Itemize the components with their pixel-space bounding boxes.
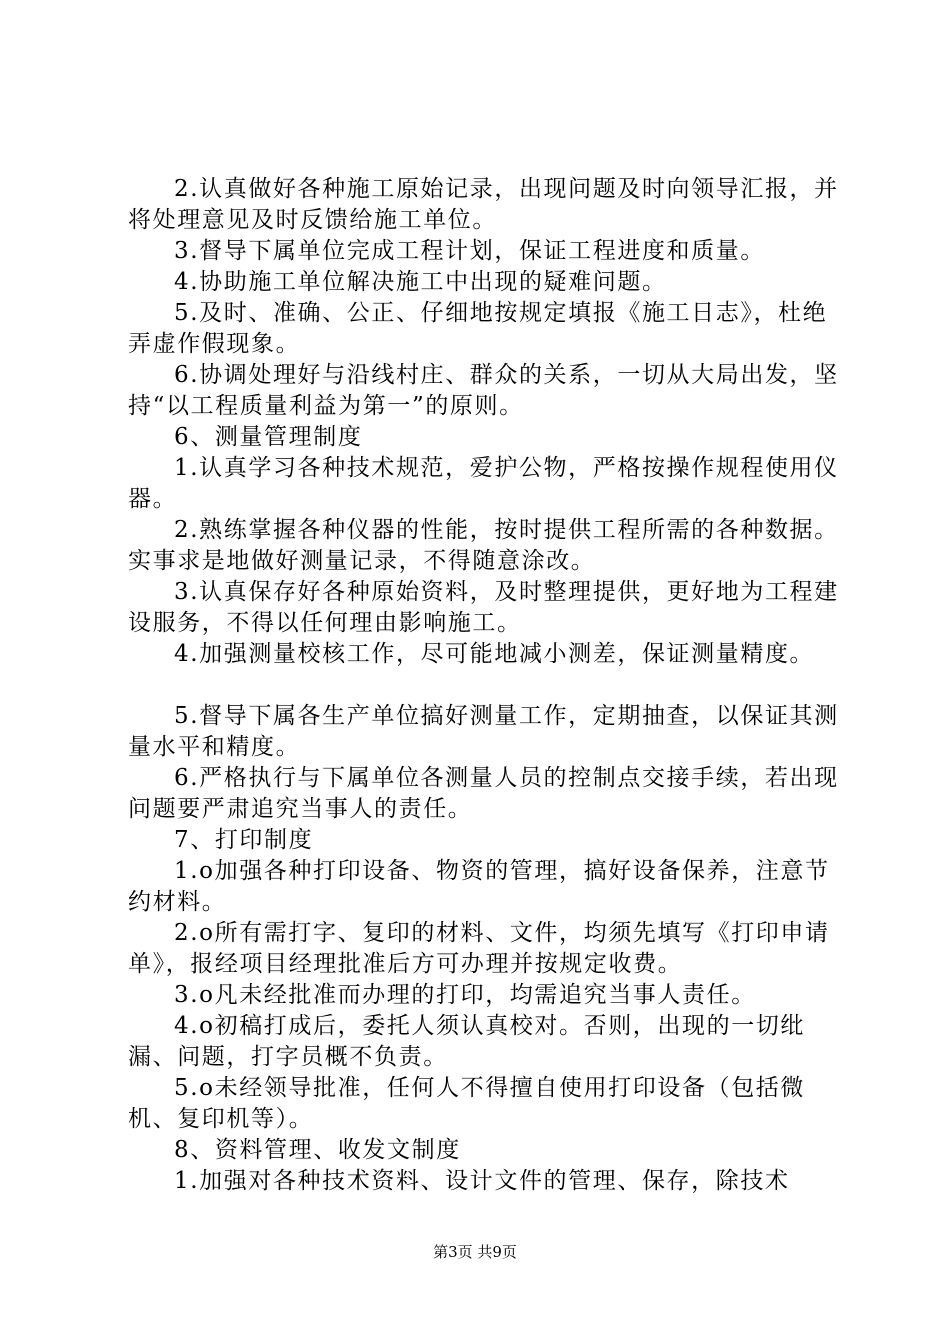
- paragraph: 2.认真做好各种施工原始记录，出现问题及时向领导汇报，并将处理意见及时反馈给施工单位。: [128, 176, 839, 233]
- paragraph: 4.加强测量校核工作，尽可能地减小测差，保证测量精度。: [174, 641, 815, 667]
- paragraph: 3.督导下属单位完成工程计划，保证工程进度和质量。: [174, 238, 765, 264]
- paragraph: 6.严格执行与下属单位各测量人员的控制点交接手续，若出现问题要严肃追究当事人的责任。: [128, 765, 839, 822]
- section-heading: 8、资料管理、收发文制度: [174, 1137, 461, 1163]
- paragraph: 5.o未经领导批准，任何人不得擅自使用打印设备（包括微机、复印机等）。: [128, 1075, 805, 1132]
- document-body: [128, 174, 840, 1197]
- paragraph: 1.认真学习各种技术规范，爱护公物，严格按操作规程使用仪器。: [128, 455, 839, 512]
- paragraph: 4.协助施工单位解决施工中出现的疑难问题。: [174, 269, 667, 295]
- paragraph: 2.o所有需打字、复印的材料、文件，均须先填写《打印申请单》，报经项目经理批准后方可办理并按规定收费。: [128, 920, 830, 977]
- paragraph: 2.熟练掌握各种仪器的性能，按时提供工程所需的各种数据。实事求是地做好测量记录，不得随意涂改。: [128, 517, 839, 574]
- paragraph: 3.认真保存好各种原始资料，及时整理提供，更好地为工程建设服务，不得以任何理由影响施工。: [128, 579, 839, 636]
- paragraph: 5.督导下属各生产单位搞好测量工作，定期抽查，以保证其测量水平和精度。: [128, 703, 839, 760]
- section-heading: 6、测量管理制度: [174, 424, 363, 450]
- section-heading: 7、打印制度: [174, 827, 314, 853]
- paragraph: 5.及时、准确、公正、仔细地按规定填报《施工日志》，杜绝弄虚作假现象。: [128, 300, 828, 357]
- paragraph: 3.o凡未经批准而办理的打印，均需追究当事人责任。: [174, 982, 756, 1008]
- paragraph: 1.o加强各种打印设备、物资的管理，搞好设备保养，注意节约材料。: [128, 858, 830, 915]
- page-footer: 第3页 共9页: [433, 1243, 517, 1261]
- paragraph: 6.协调处理好与沿线村庄、群众的关系，一切从大局出发，坚持“以工程质量利益为第一”的原则。: [128, 362, 839, 419]
- blank-line: [128, 670, 840, 701]
- paragraph: 4.o初稿打成后，委托人须认真校对。否则，出现的一切纰漏、问题，打字员概不负责。: [128, 1013, 805, 1070]
- paragraph: 1.加强对各种技术资料、设计文件的管理、保存，除技术: [174, 1168, 790, 1194]
